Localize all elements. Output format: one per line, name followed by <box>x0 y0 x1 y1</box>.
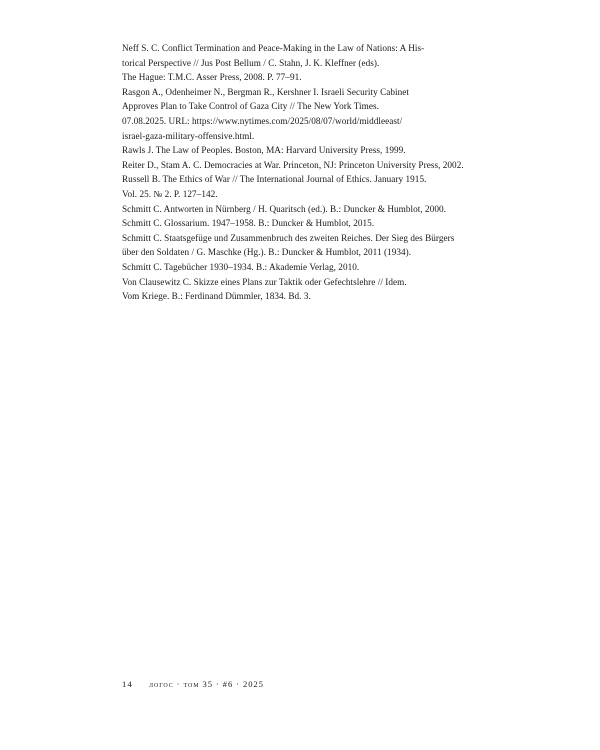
reference-line: Vom Kriege. B.: Ferdinand Dümmler, 1834. Bd. 3. <box>122 291 311 302</box>
reference-entry <box>122 275 492 304</box>
reference-entry <box>122 202 492 217</box>
reference-line: Vol. 25. № 2. P. 127–142. <box>122 188 218 199</box>
reference-line: israel-gaza-military-offensive.html. <box>122 130 255 141</box>
reference-line: torical Perspective // Jus Post Bellum / C. Stahn, J. K. Kleffner (eds). <box>122 57 380 68</box>
reference-line: Neff S. C. Conflict Termination and Peace-Making in the Law of Nations: A His- <box>122 43 425 53</box>
reference-line: Russell B. The Ethics of War // The International Journal of Ethics. January 1915. <box>122 174 427 185</box>
reference-entry <box>122 172 492 201</box>
reference-entry <box>122 158 492 173</box>
reference-line: Schmitt C. Tagebücher 1930–1934. B.: Akademie Verlag, 2010. <box>122 261 360 272</box>
reference-line: Schmitt C. Antworten in Nürnberg / H. Quaritsch (ed.). B.: Duncker & Humblot, 2000. <box>122 203 446 214</box>
reference-entry <box>122 41 492 85</box>
reference-line: Schmitt C. Staatsgefüge und Zusammenbruch des zweiten Reiches. Der Sieg des Bürgers <box>122 232 455 243</box>
reference-line: Rawls J. The Law of Peoples. Boston, MA: Harvard University Press, 1999. <box>122 145 406 156</box>
page-number: 14 <box>122 679 133 689</box>
page-footer <box>122 679 264 689</box>
reference-entry <box>122 85 492 143</box>
reference-entry <box>122 231 492 260</box>
reference-entry <box>122 143 492 158</box>
reference-entry <box>122 216 492 231</box>
reference-line: 07.08.2025. URL: https://www.nytimes.com/2025/08/07/world/middleeast/ <box>122 115 403 126</box>
reference-line: Schmitt C. Glossarium. 1947–1958. B.: Duncker & Humblot, 2015. <box>122 218 375 229</box>
reference-line: The Hague: T.M.C. Asser Press, 2008. P. 77–91. <box>122 72 302 83</box>
reference-line: über den Soldaten / G. Maschke (Hg.). B.: Duncker & Humblot, 2011 (1934). <box>122 247 412 258</box>
reference-list <box>122 41 492 304</box>
journal-running-footer: логос · том 35 · #6 · 2025 <box>149 679 264 689</box>
reference-line: Approves Plan to Take Control of Gaza City // The New York Times. <box>122 101 379 112</box>
reference-line: Von Clausewitz C. Skizze eines Plans zur Taktik oder Gefechtslehre // Idem. <box>122 276 407 287</box>
reference-entry <box>122 260 492 275</box>
reference-line: Reiter D., Stam A. C. Democracies at War. Princeton, NJ: Princeton University Press, 2002. <box>122 159 464 170</box>
reference-line: Rasgon A., Odenheimer N., Bergman R., Kershner I. Israeli Security Cabinet <box>122 86 409 97</box>
